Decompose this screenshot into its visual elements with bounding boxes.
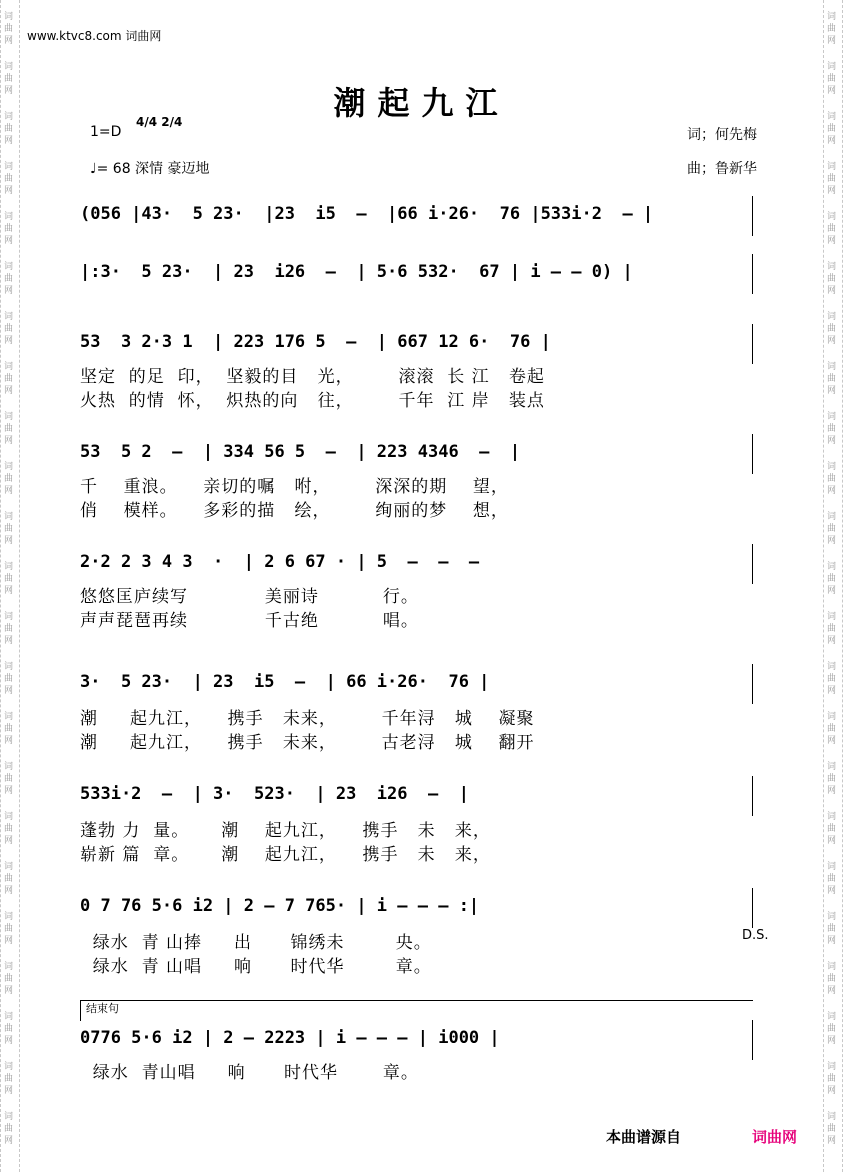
watermark-char: 网 xyxy=(4,686,14,696)
watermark-char: 曲 xyxy=(4,674,14,684)
notation: 2·2 2 3 4 3 · | 2 6 67 · | 5 — — — xyxy=(80,552,490,572)
bar-line xyxy=(752,196,753,236)
watermark-char: 网 xyxy=(4,886,14,896)
lyric-verse1: 千 重浪。 亲切的嘱 咐， 深深的期 望， xyxy=(80,477,509,497)
bar-line xyxy=(752,776,753,816)
watermark-char: 词 xyxy=(827,12,837,22)
watermark-char: 网 xyxy=(827,486,837,496)
watermark-char: 曲 xyxy=(827,1074,837,1084)
watermark-char: 词 xyxy=(827,312,837,322)
watermark-char: 网 xyxy=(827,786,837,796)
watermark-char: 网 xyxy=(4,36,14,46)
watermark-char: 曲 xyxy=(827,1024,837,1034)
watermark-char: 网 xyxy=(827,186,837,196)
lyric-verse1: 蓬勃 力 量。 潮 起九江， 携手 未 来， xyxy=(80,821,491,841)
bar-line xyxy=(752,434,753,474)
watermark-char: 曲 xyxy=(4,74,14,84)
watermark-char: 曲 xyxy=(4,374,14,384)
watermark-char: 曲 xyxy=(827,374,837,384)
bar-line xyxy=(752,324,753,364)
watermark-char: 词 xyxy=(827,912,837,922)
lyric-verse2: 俏 模样。 多彩的描 绘， 绚丽的梦 想， xyxy=(80,501,509,521)
watermark-char: 词 xyxy=(827,962,837,972)
watermark-char: 曲 xyxy=(827,624,837,634)
watermark-char: 网 xyxy=(4,286,14,296)
score-line-5 xyxy=(80,544,754,584)
watermark-char: 网 xyxy=(4,736,14,746)
watermark-char: 网 xyxy=(827,436,837,446)
footer-source: 本曲谱源自 xyxy=(606,1128,682,1146)
watermark-char: 网 xyxy=(827,386,837,396)
watermark-char: 词 xyxy=(827,212,837,222)
watermark-char: 网 xyxy=(4,836,14,846)
watermark-char: 网 xyxy=(4,486,14,496)
watermark-char: 网 xyxy=(4,1036,14,1046)
lyric-verse2: 崭新 篇 章。 潮 起九江， 携手 未 来， xyxy=(80,845,491,865)
tempo-marking xyxy=(90,158,210,178)
watermark-char: 词 xyxy=(4,112,14,122)
lyric-verse1: 潮 起九江， 携手 未来， 千年浔 城 凝聚 xyxy=(80,709,535,729)
watermark-char: 网 xyxy=(827,586,837,596)
notation: 53 5 2 — | 334 56 5 — | 223 4346 — | xyxy=(80,442,521,462)
tempo-text: = 68 深情 豪迈地 xyxy=(96,161,210,177)
watermark-char: 曲 xyxy=(4,1074,14,1084)
watermark-char: 网 xyxy=(4,1136,14,1146)
watermark-char: 网 xyxy=(827,636,837,646)
watermark-char: 词 xyxy=(827,1112,837,1122)
watermark-char: 曲 xyxy=(4,324,14,334)
watermark-char: 网 xyxy=(827,836,837,846)
watermark-char: 网 xyxy=(4,86,14,96)
watermark-char: 词 xyxy=(4,862,14,872)
watermark-char: 网 xyxy=(827,336,837,346)
lyric-verse2: 绿水 青 山唱 响 时代华 章。 xyxy=(80,957,432,977)
watermark-char: 曲 xyxy=(827,74,837,84)
watermark-char: 曲 xyxy=(827,224,837,234)
watermark-char: 曲 xyxy=(827,574,837,584)
watermark-char: 曲 xyxy=(827,724,837,734)
score-line-6 xyxy=(80,664,754,704)
watermark-char: 曲 xyxy=(4,274,14,284)
watermark-char: 曲 xyxy=(827,524,837,534)
watermark-char: 曲 xyxy=(827,974,837,984)
watermark-char: 曲 xyxy=(4,924,14,934)
watermark-char: 词 xyxy=(827,462,837,472)
watermark-char: 词 xyxy=(827,112,837,122)
lyricist-credit: 词；何先梅 xyxy=(687,127,757,143)
watermark-char: 曲 xyxy=(4,174,14,184)
watermark-char: 曲 xyxy=(4,1124,14,1134)
watermark-char: 曲 xyxy=(4,474,14,484)
watermark-char: 网 xyxy=(4,636,14,646)
watermark-char: 网 xyxy=(4,386,14,396)
watermark-char: 曲 xyxy=(4,724,14,734)
score-line-2 xyxy=(80,254,754,294)
watermark-char: 词 xyxy=(827,612,837,622)
watermark-char: 曲 xyxy=(4,224,14,234)
composer-credit: 曲；鲁新华 xyxy=(687,161,757,177)
watermark-char: 曲 xyxy=(827,124,837,134)
watermark-char: 网 xyxy=(827,1036,837,1046)
watermark-char: 网 xyxy=(827,136,837,146)
da-segno-mark: D.S. xyxy=(742,928,769,943)
notation: (056 |43· 5 23· |23 i5 — |66 i·26· 76 |533i·2 — | xyxy=(80,204,654,224)
watermark-char: 网 xyxy=(827,36,837,46)
watermark-char: 网 xyxy=(4,186,14,196)
watermark-char: 词 xyxy=(827,862,837,872)
watermark-char: 曲 xyxy=(4,524,14,534)
watermark-char: 网 xyxy=(827,236,837,246)
footer-brand-link[interactable]: 词曲网 xyxy=(752,1128,798,1146)
score-line-4 xyxy=(80,434,754,474)
watermark-char: 曲 xyxy=(827,1124,837,1134)
watermark-char: 网 xyxy=(827,936,837,946)
watermark-char: 网 xyxy=(827,286,837,296)
watermark-char: 词 xyxy=(827,662,837,672)
lyric-verse2: 声声琵琶再续 千古绝 唱。 xyxy=(80,611,419,631)
watermark-char: 网 xyxy=(4,586,14,596)
bar-line xyxy=(752,1020,753,1060)
watermark-char: 曲 xyxy=(827,274,837,284)
watermark-char: 词 xyxy=(827,712,837,722)
watermark-char: 词 xyxy=(4,262,14,272)
lyric-verse2: 火热 的情 怀， 炽热的向 往， 千年 江 岸 装点 xyxy=(80,391,545,411)
bar-line xyxy=(752,544,753,584)
watermark-char: 网 xyxy=(827,736,837,746)
score-line-ending xyxy=(80,1020,754,1060)
key-signature: 1=D xyxy=(90,124,122,140)
watermark-char: 曲 xyxy=(827,924,837,934)
watermark-char: 词 xyxy=(827,1012,837,1022)
score-line-7 xyxy=(80,776,754,816)
watermark-char: 网 xyxy=(827,686,837,696)
watermark-char: 词 xyxy=(4,712,14,722)
watermark-char: 曲 xyxy=(827,824,837,834)
time-signature: 4/4 2/4 xyxy=(136,115,183,129)
watermark-char: 网 xyxy=(827,1136,837,1146)
watermark-char: 曲 xyxy=(4,824,14,834)
watermark-char: 曲 xyxy=(827,324,837,334)
watermark-char: 词 xyxy=(827,262,837,272)
watermark-char: 网 xyxy=(4,136,14,146)
lyric-verse2: 潮 起九江， 携手 未来， 古老浔 城 翻开 xyxy=(80,733,535,753)
notation: |:3· 5 23· | 23 i26 — | 5·6 532· 67 | i — — 0) | xyxy=(80,262,633,282)
watermark-char: 词 xyxy=(827,62,837,72)
watermark-char: 词 xyxy=(4,1062,14,1072)
ending-bracket xyxy=(80,1000,753,1021)
watermark-char: 曲 xyxy=(827,174,837,184)
bar-line xyxy=(752,664,753,704)
watermark-char: 网 xyxy=(4,436,14,446)
watermark-char: 词 xyxy=(4,512,14,522)
watermark-char: 词 xyxy=(4,12,14,22)
watermark-char: 词 xyxy=(4,462,14,472)
watermark-char: 曲 xyxy=(4,624,14,634)
watermark-char: 词 xyxy=(4,562,14,572)
score-line-8 xyxy=(80,888,754,928)
lyric-verse1: 绿水 青 山捧 出 锦绣未 央。 xyxy=(80,933,432,953)
watermark-char: 词 xyxy=(4,912,14,922)
watermark-char: 词 xyxy=(827,162,837,172)
watermark-char: 网 xyxy=(4,1086,14,1096)
watermark-char: 网 xyxy=(4,236,14,246)
watermark-char: 词 xyxy=(827,1062,837,1072)
watermark-char: 词 xyxy=(4,362,14,372)
watermark-char: 词 xyxy=(4,212,14,222)
bar-line xyxy=(752,254,753,294)
notation: 533i·2 — | 3· 523· | 23 i26 — | xyxy=(80,784,469,804)
watermark-char: 曲 xyxy=(4,124,14,134)
watermark-char: 网 xyxy=(827,536,837,546)
score-line-3 xyxy=(80,324,754,364)
watermark-char: 曲 xyxy=(827,24,837,34)
quarter-note-icon: ♩ xyxy=(90,161,97,177)
watermark-char: 网 xyxy=(4,936,14,946)
watermark-char: 网 xyxy=(827,986,837,996)
watermark-char: 词 xyxy=(4,62,14,72)
watermark-char: 曲 xyxy=(827,424,837,434)
watermark-char: 曲 xyxy=(827,674,837,684)
watermark-char: 词 xyxy=(827,362,837,372)
lyric-verse1: 悠悠匡庐续写 美丽诗 行。 xyxy=(80,587,419,607)
watermark-char: 曲 xyxy=(827,474,837,484)
watermark-char: 曲 xyxy=(4,24,14,34)
watermark-char: 网 xyxy=(4,336,14,346)
watermark-char: 曲 xyxy=(4,424,14,434)
watermark-char: 曲 xyxy=(4,774,14,784)
watermark-char: 曲 xyxy=(4,574,14,584)
watermark-char: 词 xyxy=(4,662,14,672)
watermark-char: 网 xyxy=(4,986,14,996)
watermark-char: 网 xyxy=(827,1086,837,1096)
watermark-char: 词 xyxy=(827,812,837,822)
watermark-char: 词 xyxy=(827,412,837,422)
right-watermark-strip xyxy=(823,0,843,1172)
watermark-char: 词 xyxy=(4,1112,14,1122)
watermark-char: 词 xyxy=(4,312,14,322)
lyric-ending: 绿水 青山唱 响 时代华 章。 xyxy=(80,1063,419,1083)
lyric-verse1: 坚定 的足 印， 坚毅的目 光， 滚滚 长 江 卷起 xyxy=(80,367,545,387)
watermark-char: 词 xyxy=(827,512,837,522)
site-url: www.ktvc8.com 词曲网 xyxy=(27,29,162,43)
watermark-char: 曲 xyxy=(4,1024,14,1034)
watermark-char: 曲 xyxy=(4,974,14,984)
watermark-char: 曲 xyxy=(4,874,14,884)
watermark-char: 词 xyxy=(827,562,837,572)
watermark-char: 词 xyxy=(827,762,837,772)
ending-label: 结束句 xyxy=(86,1002,119,1015)
watermark-char: 词 xyxy=(4,812,14,822)
watermark-char: 曲 xyxy=(827,874,837,884)
bar-line xyxy=(752,888,753,928)
watermark-char: 曲 xyxy=(827,774,837,784)
watermark-char: 词 xyxy=(4,962,14,972)
song-title: 潮起九江 xyxy=(333,84,510,122)
watermark-char: 词 xyxy=(4,162,14,172)
watermark-char: 词 xyxy=(4,612,14,622)
notation: 0776 5·6 i2 | 2 — 2223 | i — — — | i000 | xyxy=(80,1028,500,1048)
watermark-char: 网 xyxy=(827,886,837,896)
watermark-char: 网 xyxy=(827,86,837,96)
score-line-1 xyxy=(80,196,754,236)
left-watermark-strip xyxy=(0,0,20,1172)
watermark-char: 词 xyxy=(4,1012,14,1022)
notation: 0 7 76 5·6 i2 | 2 — 7 765· | i — — — :| xyxy=(80,896,480,916)
watermark-char: 网 xyxy=(4,786,14,796)
notation: 53 3 2·3 1 | 223 176 5 — | 667 12 6· 76 | xyxy=(80,332,551,352)
watermark-char: 词 xyxy=(4,412,14,422)
watermark-char: 网 xyxy=(4,536,14,546)
notation: 3· 5 23· | 23 i5 — | 66 i·26· 76 | xyxy=(80,672,490,692)
watermark-char: 词 xyxy=(4,762,14,772)
